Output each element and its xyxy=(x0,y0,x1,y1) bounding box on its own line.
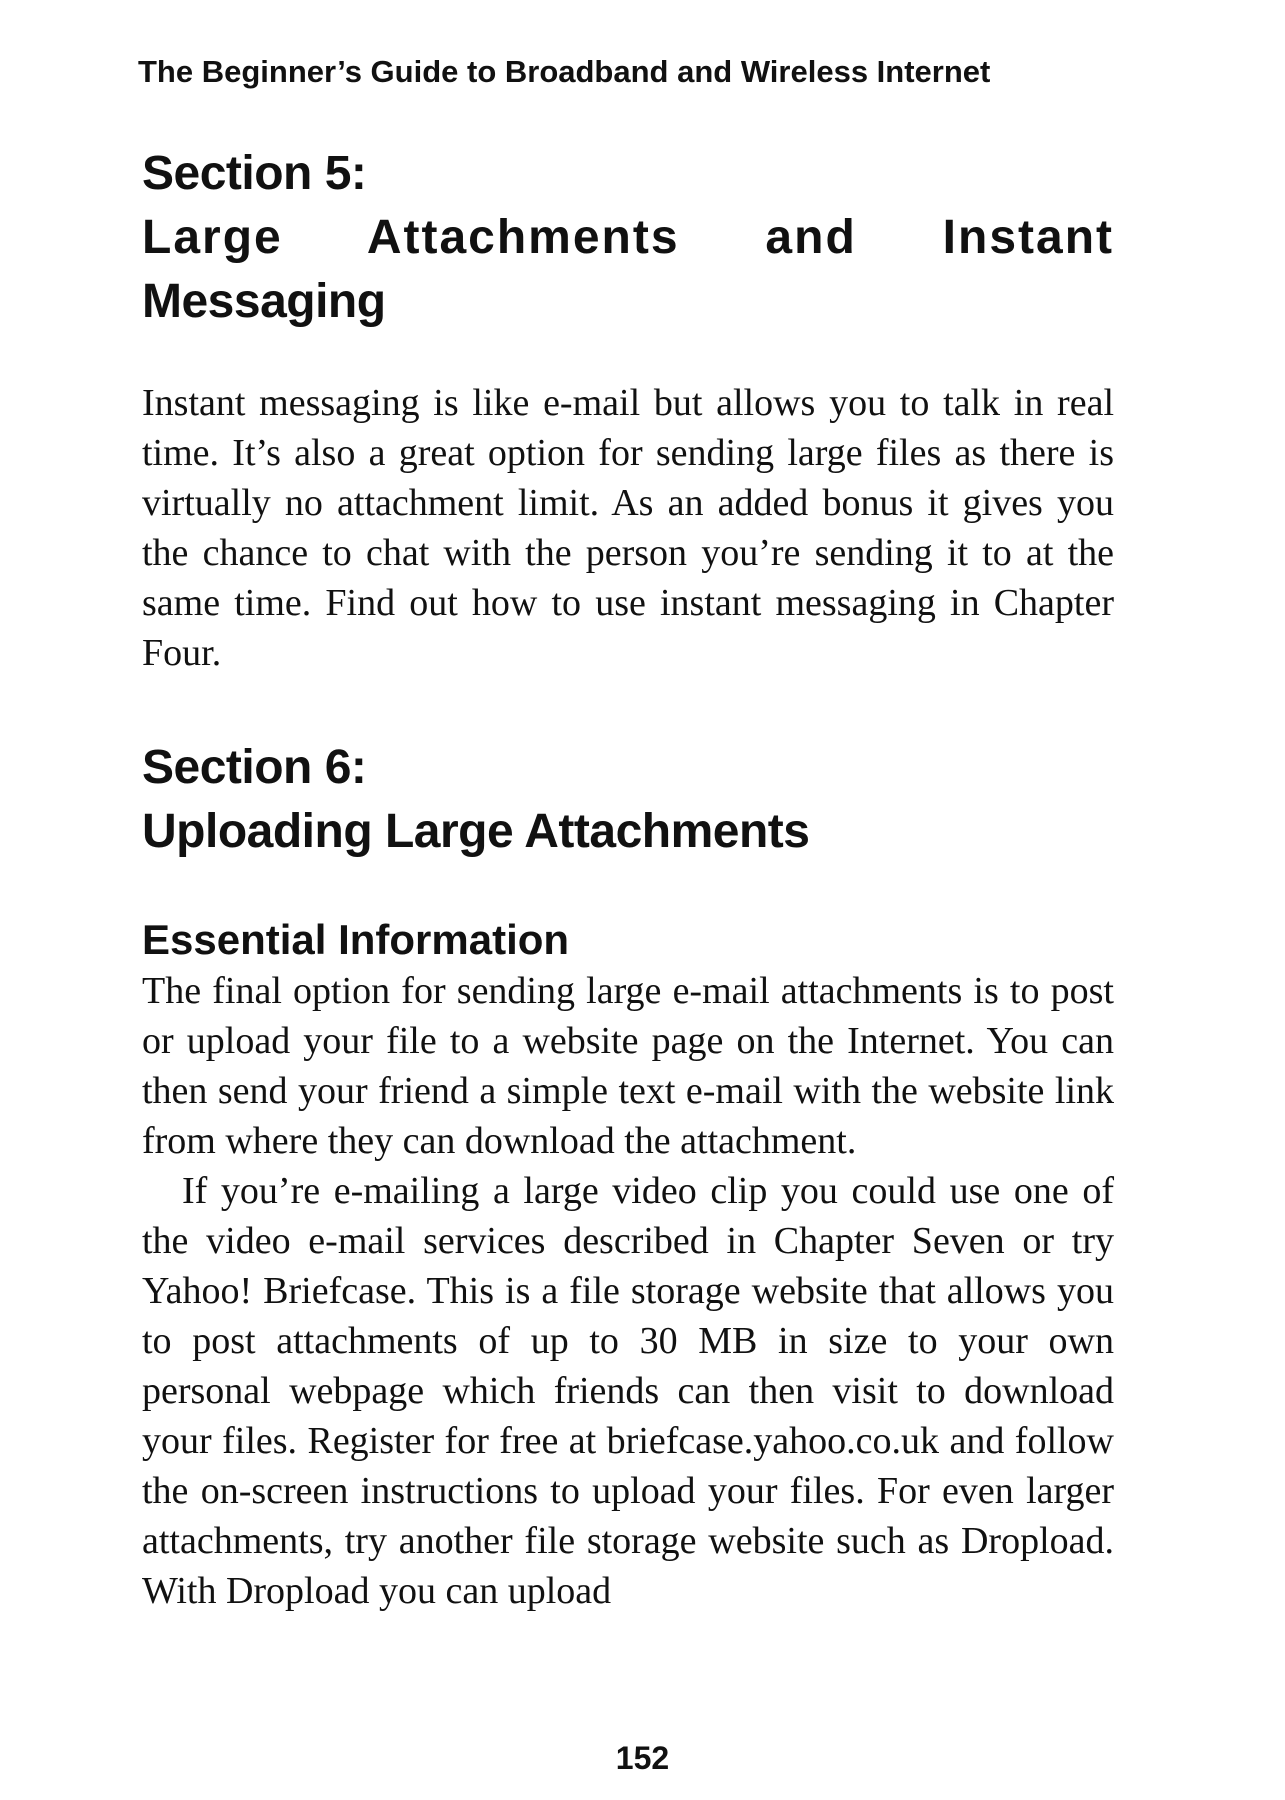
section-6-title: Uploading Large Attachments xyxy=(142,805,810,858)
section-5-title-line-2: Messaging xyxy=(142,275,386,328)
section-6-heading xyxy=(142,736,1114,864)
page-content xyxy=(142,142,1114,1616)
essential-information-subheading: Essential Information xyxy=(142,916,570,963)
section-5-label: Section 5: xyxy=(142,147,367,200)
section-5-paragraph: Instant messaging is like e-mail but allows you to talk in real time. It’s also a great option for sending large files as there is virtually no attachment limit. As an added bonus it gives you the chance to chat with the person you’re sending it to at the same time. Find out how to use instant messaging in Chapter Four. xyxy=(142,382,1114,674)
page-number: 152 xyxy=(615,1740,670,1776)
running-header: The Beginner’s Guide to Broadband and Wireless Internet xyxy=(138,54,991,89)
section-6-label: Section 6: xyxy=(142,741,367,794)
section-6-paragraph-2: If you’re e-mailing a large video clip you could use one of the video e-mail services described in Chapter Seven or try Yahoo! Briefcase. This is a file storage website that allows you to post attachments of up to 30 MB in size to your own personal webpage which friends can then visit to download your files. Register for free at briefcase.yahoo.co.uk and follow the on-screen instructions to upload your files. For even larger attachments, try another file storage website such as Dropload. With Dropload you can upload xyxy=(142,1170,1114,1612)
section-6-paragraph-1: The final option for sending large e-mail attachments is to post or upload your file to a website page on the Internet. You can then send your friend a simple text e-mail with the website link from where they can download the attachment. xyxy=(142,970,1114,1162)
section-5-title-line-1: Large Attachments and Instant xyxy=(142,211,1114,264)
section-5-heading xyxy=(142,142,1114,334)
